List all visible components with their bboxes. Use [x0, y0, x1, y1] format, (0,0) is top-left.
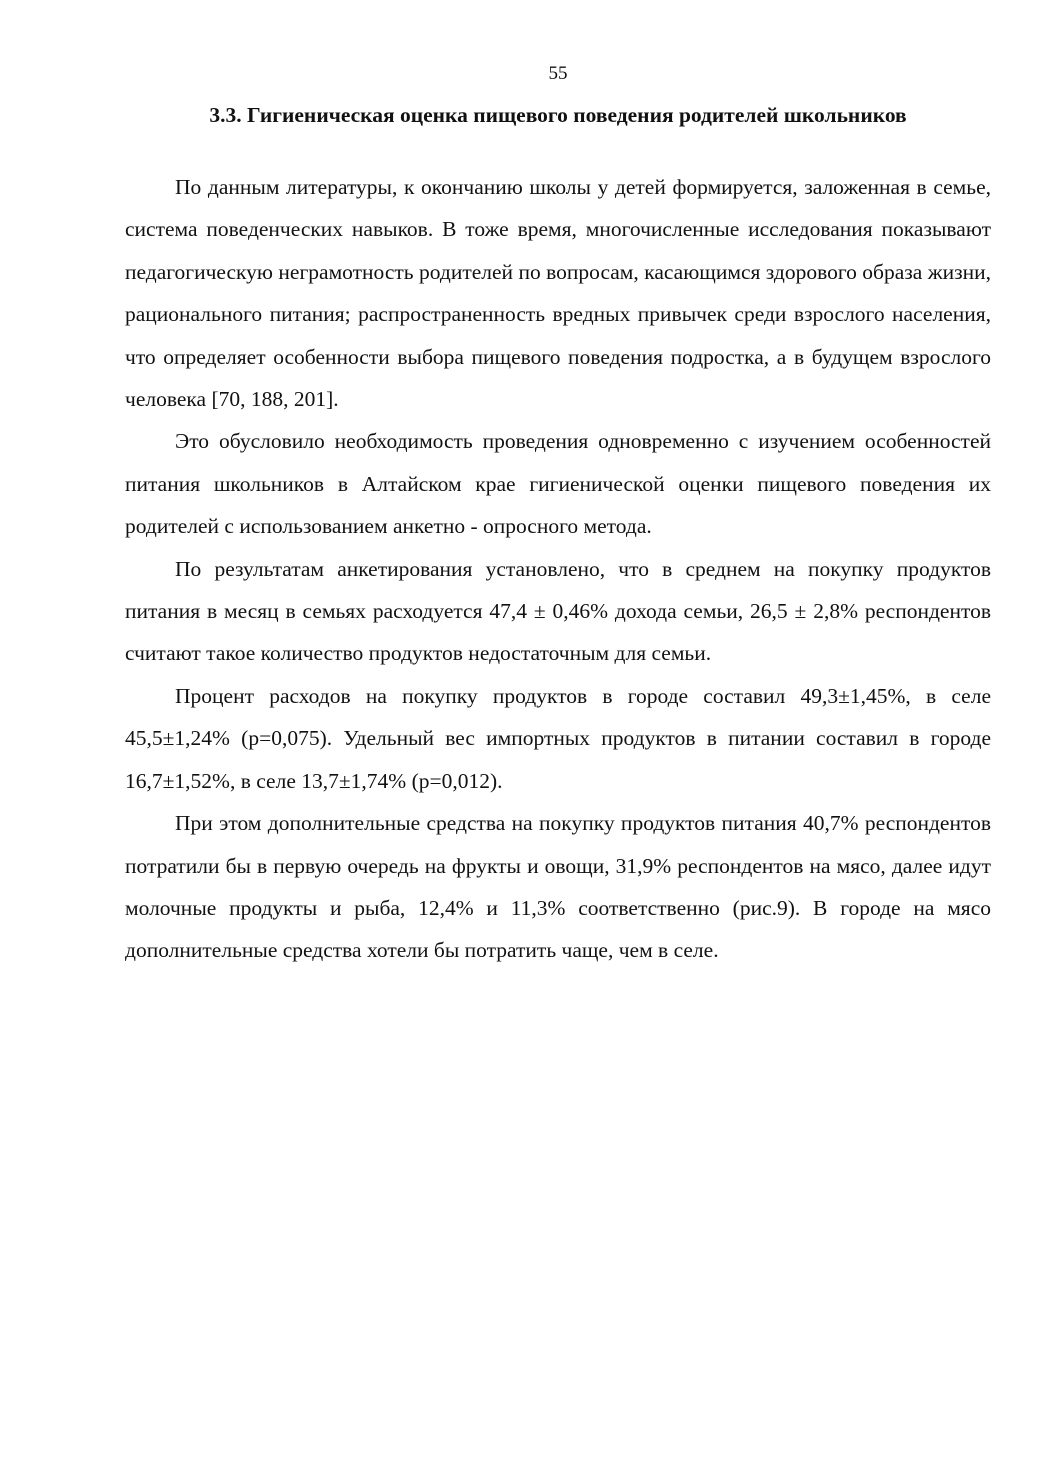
paragraph-2: Это обусловило необходимость проведения одновременно с изучением особенностей питания школьников в Алтайском крае гигиенической оценки пищевого поведения их родителей с использованием анкетно - опросного метода. — [125, 429, 991, 539]
paragraph-1: По данным литературы, к окончанию школы у детей формируется, заложенная в семье, система поведенческих навыков. В тоже время, многочисленные исследования показывают педагогическую неграмотность родителей по вопросам, касающимся здорового образа жизни, рационального питания; распространенность вредных привычек среди взрослого населения, что определяет особенности выбора пищевого поведения подростка, а в будущем взрослого человека [70, 188, 201]. — [125, 175, 991, 412]
paragraph-5: При этом дополнительные средства на покупку продуктов питания 40,7% респондентов потратили бы в первую очередь на фрукты и овощи, 31,9% респондентов на мясо, далее идут молочные продукты и рыба, 12,4% и 11,3% соответственно (рис.9). В городе на мясо дополнительные средства хотели бы потратить чаще, чем в селе. — [125, 811, 991, 963]
section-title: 3.3. Гигиеническая оценка пищевого поведения родителей школьников — [209, 103, 907, 127]
page-number: 55 — [548, 63, 568, 84]
body-text — [125, 166, 991, 972]
paragraph-4: Процент расходов на покупку продуктов в городе составил 49,3±1,45%, в селе 45,5±1,24% (р=0,075). Удельный вес импортных продуктов в питании составил в городе 16,7±1,52%, в селе 13,7±1,74% (р=0,012). — [125, 683, 991, 793]
paragraph-3: По результатам анкетирования установлено, что в среднем на покупку продуктов питания в месяц в семьях расходуется 47,4 ± 0,46% дохода семьи, 26,5 ± 2,8% респондентов считают такое количество продуктов недостаточным для семьи. — [125, 556, 991, 666]
